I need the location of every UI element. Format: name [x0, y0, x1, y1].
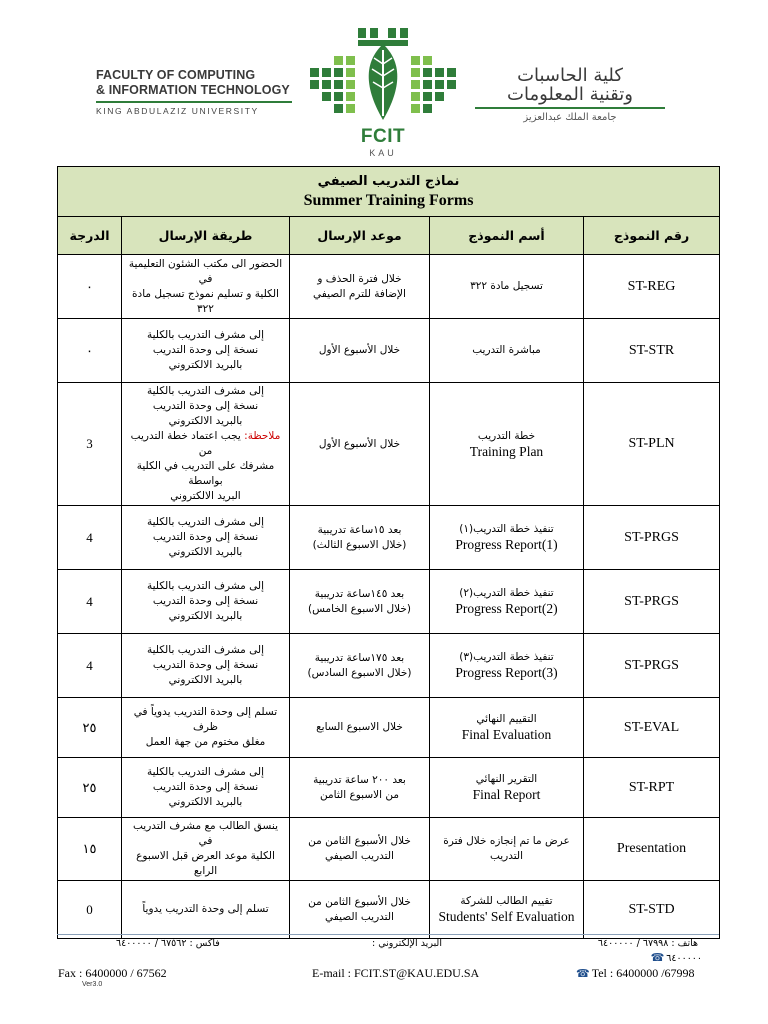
- footer-email-arabic: البريد الإلكتروني :: [372, 938, 442, 949]
- time-line: خلال الأسبوع الأول: [318, 437, 401, 450]
- university-name-english: KING ABDULAZIZ UNIVERSITY: [96, 106, 259, 116]
- faculty-name-arabic: [470, 66, 670, 123]
- time-line: من الاسبوع الثامن: [320, 788, 399, 801]
- footer-phone-arabic-2: [651, 951, 702, 964]
- time-line: خلال الأسبوع الثامن من: [308, 895, 411, 908]
- form-code-cell: ST-EVAL: [584, 698, 720, 758]
- note-label: ملاحظة:: [244, 430, 281, 442]
- form-code-cell: ST-PRGS: [584, 506, 720, 570]
- method-line: نسخة إلى وحدة التدريب: [152, 531, 259, 543]
- fcit-palm-logo-icon: [300, 14, 466, 126]
- time-line: التدريب الصيفي: [325, 910, 394, 923]
- faculty-name-english: [96, 68, 296, 116]
- form-name-english: Final Report: [472, 787, 541, 802]
- phone-icon: ☎: [650, 951, 665, 964]
- grade-cell: 4: [58, 634, 122, 698]
- footer-fax-arabic: فاكس : ٦٧٥٦٢ / ٦٤٠٠٠٠٠: [116, 938, 220, 949]
- column-header-time: موعد الإرسال: [290, 217, 430, 255]
- time-cell: [290, 881, 430, 939]
- table-title-row: [58, 167, 720, 217]
- time-line: بعد ١٤٥ساعة تدريبية: [314, 587, 405, 600]
- form-name-arabic: تنفيذ خطة التدريب(٣): [459, 651, 554, 663]
- note-text: البريد الالكتروني: [170, 490, 241, 502]
- method-line: نسخة إلى وحدة التدريب: [152, 781, 259, 793]
- form-name-english: Progress Report(1): [455, 537, 558, 552]
- faculty-name-arabic-line2: وتقنية المعلومات: [507, 84, 633, 105]
- time-line: بعد ١٧٥ساعة تدريبية: [314, 651, 405, 664]
- time-line: الإضافة للترم الصيفي: [313, 287, 406, 300]
- grade-cell: ١٥: [58, 818, 122, 881]
- time-cell: [290, 634, 430, 698]
- table-title-cell: [58, 167, 720, 217]
- note-line: [125, 429, 286, 459]
- method-line: إلى مشرف التدريب بالكلية: [146, 516, 265, 528]
- column-header-name: أسم النموذج: [430, 217, 584, 255]
- footer-email-english[interactable]: E-mail : FCIT.ST@KAU.EDU.SA: [312, 966, 480, 980]
- table-row: [58, 698, 720, 758]
- table-row: [58, 634, 720, 698]
- table-row: [58, 506, 720, 570]
- time-line: التدريب الصيفي: [325, 850, 394, 862]
- grade-cell: ٠: [58, 319, 122, 383]
- form-name-english: Progress Report(2): [455, 601, 558, 616]
- method-cell: [122, 634, 290, 698]
- method-line: بالبريد الالكتروني: [168, 674, 243, 686]
- version-label: Ver3.0: [82, 981, 103, 988]
- column-header-method: طريقة الإرسال: [122, 217, 290, 255]
- time-line: (خلال الاسبوع الثالث): [312, 538, 407, 551]
- form-name-cell: [430, 758, 584, 818]
- table-row: [58, 383, 720, 506]
- form-name-cell: [430, 319, 584, 383]
- time-line: (خلال الاسبوع الخامس): [308, 602, 411, 615]
- form-code-cell: ST-PRGS: [584, 634, 720, 698]
- page-header: [0, 0, 768, 160]
- time-line: خلال الأسبوع الثامن من: [308, 835, 411, 847]
- method-cell: [122, 319, 290, 383]
- form-name-cell: [430, 383, 584, 506]
- method-line: بالبريد الالكتروني: [168, 415, 243, 427]
- form-name-cell: [430, 506, 584, 570]
- form-name-arabic: تقييم الطالب للشركة: [460, 895, 553, 907]
- method-cell: [122, 881, 290, 939]
- form-name-arabic: عرض ما تم إنجازه خلال فترة التدريب: [443, 835, 570, 862]
- footer-tel-english: [576, 966, 695, 981]
- method-line: إلى مشرف التدريب بالكلية: [146, 580, 265, 592]
- method-line: نسخة إلى وحدة التدريب: [152, 659, 259, 671]
- method-cell: [122, 255, 290, 319]
- method-cell: [122, 758, 290, 818]
- note-text: مشرفك على التدريب في الكلية بواسطة: [136, 460, 275, 487]
- faculty-name-line2: & INFORMATION TECHNOLOGY: [96, 83, 290, 97]
- method-line: الحضور الى مكتب الشئون التعليمية في: [128, 257, 283, 285]
- divider: [475, 107, 665, 109]
- time-cell: [290, 818, 430, 881]
- form-name-english: Final Evaluation: [461, 727, 552, 742]
- method-line: الكلية موعد العرض قبل الاسبوع الرابع: [136, 850, 275, 877]
- method-cell: [122, 818, 290, 881]
- grade-cell: ٢٥: [58, 758, 122, 818]
- form-name-cell: [430, 255, 584, 319]
- method-line: مغلق مختوم من جهة العمل: [145, 736, 266, 748]
- grade-cell: ٠: [58, 255, 122, 319]
- phone-icon: ☎: [576, 968, 590, 980]
- footer-fax-english: Fax : 6400000 / 67562: [58, 966, 167, 980]
- form-name-english: Progress Report(3): [455, 665, 558, 680]
- method-line: بالبريد الالكتروني: [168, 610, 243, 622]
- faculty-name-arabic-line1: كلية الحاسبات: [517, 65, 623, 86]
- method-cell: [122, 506, 290, 570]
- table-row: [58, 570, 720, 634]
- form-code-cell: ST-PLN: [584, 383, 720, 506]
- method-line: بالبريد الالكتروني: [168, 796, 243, 808]
- logo-acronym: FCIT: [360, 126, 406, 147]
- footer-tel-english-text: Tel : 6400000 /67998: [591, 966, 695, 980]
- method-line: إلى مشرف التدريب بالكلية: [146, 329, 265, 341]
- method-line: تسلم إلى وحدة التدريب يدوياً في ظرف: [133, 706, 278, 733]
- column-header-code: رقم النموذج: [584, 217, 720, 255]
- method-line: تسلم إلى وحدة التدريب يدوياً: [142, 903, 269, 915]
- table-title-english: Summer Training Forms: [303, 192, 474, 209]
- table-row: [58, 319, 720, 383]
- form-code-cell: ST-STD: [584, 881, 720, 939]
- form-code-cell: ST-RPT: [584, 758, 720, 818]
- grade-cell: 4: [58, 506, 122, 570]
- method-line: إلى مشرف التدريب بالكلية: [146, 766, 265, 778]
- method-line: إلى مشرف التدريب بالكلية: [146, 644, 265, 656]
- form-name-cell: [430, 698, 584, 758]
- form-code-cell: ST-PRGS: [584, 570, 720, 634]
- form-name-english: Students' Self Evaluation: [438, 909, 575, 924]
- form-name-arabic: خطة التدريب: [477, 429, 536, 442]
- grade-cell: 0: [58, 881, 122, 939]
- time-cell: [290, 758, 430, 818]
- footer-divider: [57, 934, 719, 935]
- form-code-cell: Presentation: [584, 818, 720, 881]
- method-line: ينسق الطالب مع مشرف التدريب في: [133, 820, 278, 847]
- grade-cell: ٢٥: [58, 698, 122, 758]
- time-line: خلال فترة الحذف و: [317, 272, 402, 285]
- method-line: بالبريد الالكتروني: [168, 546, 243, 558]
- time-line: بعد ١٥ساعة تدريبية: [317, 523, 402, 536]
- footer-phone-arabic-2-text: ٦٤٠٠٠٠٠: [666, 953, 702, 964]
- time-line: (خلال الاسبوع السادس): [307, 666, 412, 679]
- method-cell: [122, 570, 290, 634]
- form-name-cell: [430, 818, 584, 881]
- time-cell: [290, 319, 430, 383]
- fcit-logo: [300, 14, 466, 162]
- form-name-english: Training Plan: [469, 443, 544, 459]
- form-name-arabic: تنفيذ خطة التدريب(٢): [459, 587, 554, 599]
- logo-subtitle: KAU: [369, 148, 397, 158]
- form-name-arabic: التقرير النهائي: [475, 773, 538, 785]
- form-name-arabic: تنفيذ خطة التدريب(١): [459, 523, 554, 535]
- time-cell: [290, 506, 430, 570]
- divider: [96, 101, 292, 103]
- method-cell: [122, 698, 290, 758]
- table-header-row: [58, 217, 720, 255]
- form-code-cell: ST-STR: [584, 319, 720, 383]
- university-name-arabic: جامعة الملك عبدالعزيز: [523, 112, 617, 123]
- method-line: بالبريد الالكتروني: [168, 359, 243, 371]
- column-header-grade: الدرجة: [58, 217, 122, 255]
- form-name-arabic: مباشرة التدريب: [472, 344, 541, 356]
- method-line: نسخة إلى وحدة التدريب: [152, 344, 259, 356]
- footer-phone-arabic: هاتف : ٦٧٩٩٨ / ٦٤٠٠٠٠٠: [597, 938, 698, 949]
- time-cell: [290, 255, 430, 319]
- table-row: [58, 255, 720, 319]
- time-cell: [290, 698, 430, 758]
- time-line: خلال الاسبوع السابع: [316, 721, 403, 733]
- form-name-cell: [430, 570, 584, 634]
- method-line: نسخة إلى وحدة التدريب: [152, 595, 259, 607]
- time-line: بعد ٢٠٠ ساعة تدريبية: [313, 773, 406, 786]
- table-row: [58, 818, 720, 881]
- table-title-arabic: نماذج التدريب الصيفي: [317, 174, 460, 189]
- method-line: الكلية و تسليم نموذج تسجيل مادة ٣٢٢: [132, 287, 279, 315]
- form-code-cell: ST-REG: [584, 255, 720, 319]
- summer-training-forms-table: [57, 166, 720, 939]
- grade-cell: 3: [58, 383, 122, 506]
- form-name-arabic: تسجيل مادة ٣٢٢: [470, 280, 543, 292]
- time-cell: [290, 570, 430, 634]
- table-row: [58, 881, 720, 939]
- faculty-name-line1: FACULTY OF COMPUTING: [96, 68, 256, 82]
- time-line: خلال الأسبوع الأول: [318, 344, 401, 356]
- form-name-cell: [430, 634, 584, 698]
- time-cell: [290, 383, 430, 506]
- grade-cell: 4: [58, 570, 122, 634]
- method-cell: [122, 383, 290, 506]
- method-line: نسخة إلى وحدة التدريب: [152, 400, 259, 412]
- table-row: [58, 758, 720, 818]
- form-name-cell: [430, 881, 584, 939]
- note-text: يجب اعتماد خطة التدريب من: [130, 430, 241, 457]
- form-name-arabic: التقييم النهائي: [476, 713, 537, 725]
- method-line: إلى مشرف التدريب بالكلية: [146, 385, 265, 397]
